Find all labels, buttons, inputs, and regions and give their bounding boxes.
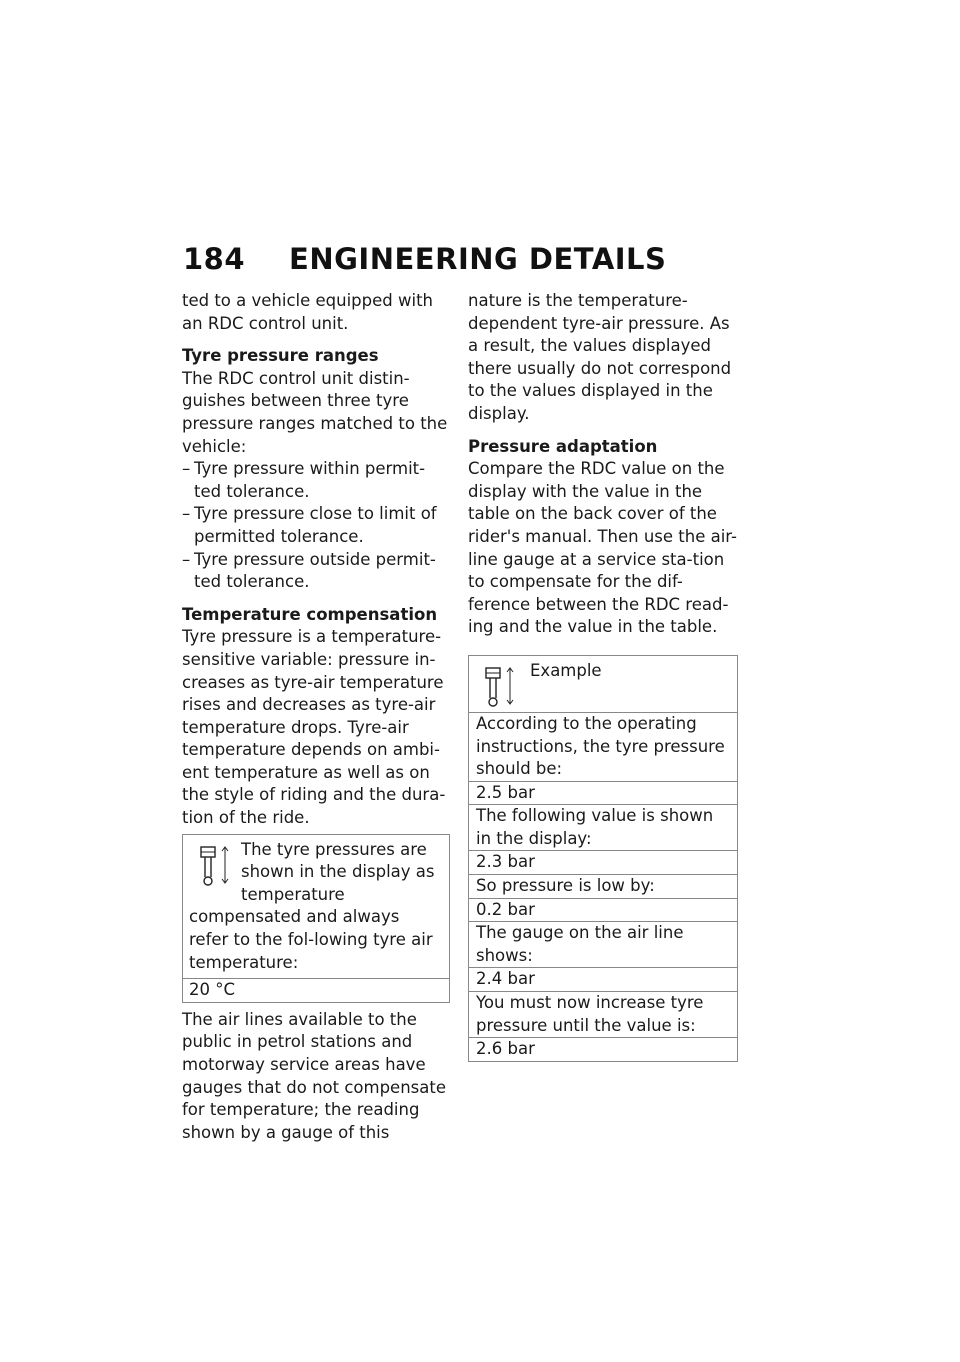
page-header — [183, 242, 666, 276]
table-row: You must now increase tyre pressure until the value is: — [469, 991, 737, 1037]
note-text: The tyre pressures are shown in the display as temperature compensated and always refer to the fol-lowing tyre air temperature: — [189, 839, 435, 972]
table-row: 2.3 bar — [469, 850, 737, 874]
continued-paragraph: nature is the temperature-dependent tyre-air pressure. As a result, the values displayed there usually do not correspond to the values displayed in the display. — [468, 291, 732, 423]
right-column — [468, 290, 738, 1062]
table-row: So pressure is low by: — [469, 874, 737, 898]
left-column — [182, 290, 450, 1154]
table-row: The gauge on the air line shows: — [469, 921, 737, 967]
intro-paragraph: ted to a vehicle equipped with an RDC control unit. — [182, 291, 434, 333]
table-row: 2.4 bar — [469, 967, 737, 991]
tyre-gauge-icon — [484, 666, 518, 710]
example-header — [469, 656, 737, 712]
example-table — [468, 655, 738, 1062]
ranges-paragraph: The RDC control unit distin-guishes between three tyre pressure ranges matched to the vehicle: — [182, 368, 448, 456]
section-title: ENGINEERING DETAILS — [289, 242, 667, 276]
list-item: – Tyre pressure within permit-ted tolerance. — [182, 459, 426, 501]
adaptation-heading: Pressure adaptation — [468, 436, 658, 456]
note-content — [183, 835, 449, 979]
note-box — [182, 834, 450, 1003]
ranges-list — [182, 458, 450, 594]
adaptation-paragraph: Compare the RDC value on the display with the value in the table on the back cover of the rider's manual. Then use the air-line gauge at a service sta-tion to compensate for the dif-ference between the RDC read-ing and the value in the table. — [468, 459, 737, 637]
example-label: Example — [530, 660, 602, 680]
table-row: The following value is shown in the display: — [469, 804, 737, 850]
table-row: 0.2 bar — [469, 898, 737, 922]
tyre-gauge-icon — [199, 845, 233, 889]
table-row: 2.6 bar — [469, 1037, 737, 1061]
table-row: 2.5 bar — [469, 781, 737, 805]
note-value: 20 °C — [183, 978, 449, 1002]
ranges-heading: Tyre pressure ranges — [182, 346, 379, 366]
temperature-paragraph: Tyre pressure is a temperature-sensitive variable: pressure in-creases as tyre-air temperature rises and decreases as tyre-air temperature drops. Tyre-air temperature depends on ambi-ent temperature as well as on the style of riding and the dura-tion of the ride. — [182, 627, 446, 828]
table-row: According to the operating instructions, the tyre pressure should be: — [469, 712, 737, 781]
list-item: – Tyre pressure outside permit-ted tolerance. — [182, 549, 436, 592]
air-lines-paragraph: The air lines available to the public in petrol stations and motorway service areas have gauges that do not compensate for temperature; the reading shown by a gauge of this — [182, 1009, 446, 1142]
page-number: 184 — [183, 242, 246, 276]
list-item: – Tyre pressure close to limit of permitted tolerance. — [182, 504, 437, 546]
temperature-heading: Temperature compensation — [182, 604, 438, 624]
